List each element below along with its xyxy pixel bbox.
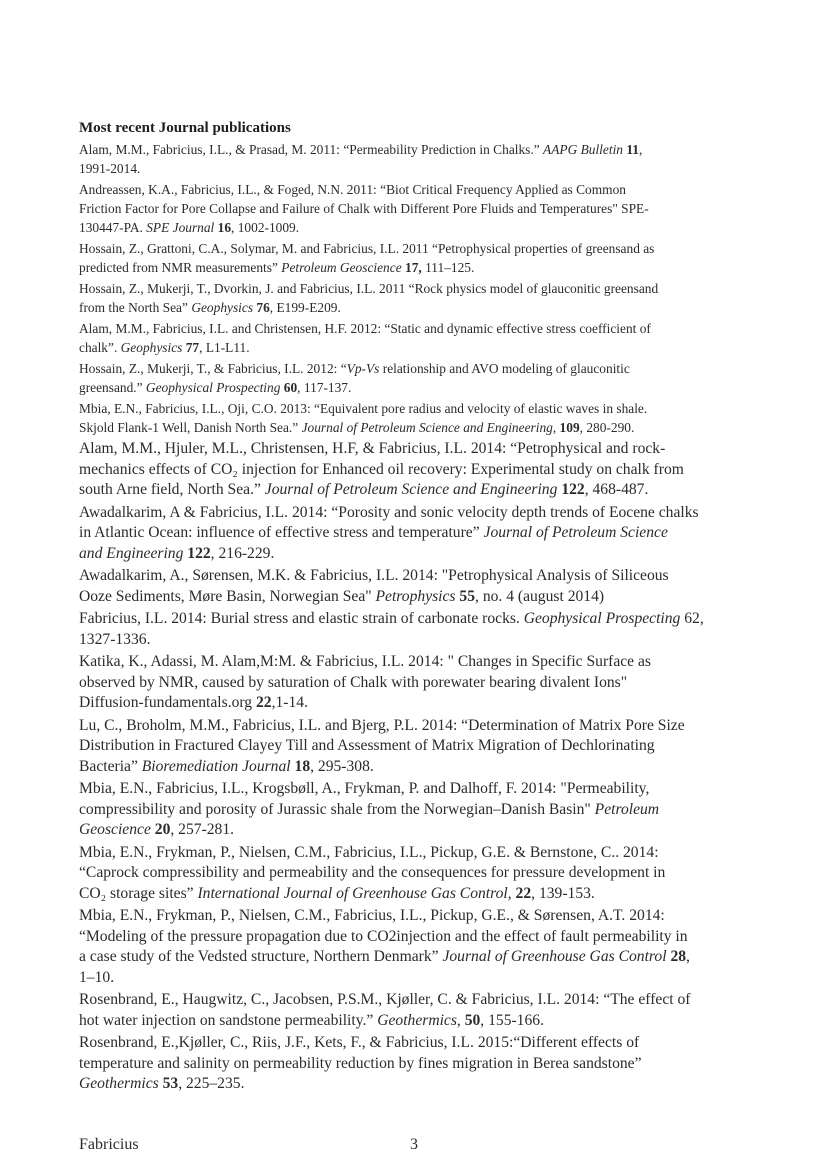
reference-line — [79, 523, 755, 544]
reference-text: Andreassen, K.A., Fabricius, I.L., & Foged, N.N. 2011: “Biot Critical Frequency Applied as Common — [79, 182, 626, 197]
reference-line — [79, 218, 755, 237]
reference-line — [79, 1033, 755, 1054]
journal-title: Geophysics — [120, 340, 183, 355]
reference-text: Hossain, Z., Mukerji, T., Dvorkin, J. and Fabricius, I.L. 2011 “Rock physics model of glauconitic greensand — [79, 281, 659, 296]
reference-text: Hossain, Z., Mukerji, T., & Fabricius, I.L. 2012: “ — [79, 361, 347, 376]
reference-line — [79, 480, 755, 501]
reference-text: Alam, M.M., Hjuler, M.L., Christensen, H.F, & Fabricius, I.L. 2014: “Petrophysical and rock- — [79, 440, 666, 457]
reference-text: , — [456, 1011, 465, 1029]
reference-line — [79, 843, 755, 864]
reference-line — [79, 820, 755, 841]
reference-text: Mbia, E.N., Frykman, P., Nielsen, C.M., Fabricius, I.L., Pickup, G.E. & Bernstone, C.. 2014: — [79, 843, 659, 861]
reference-line — [79, 140, 755, 159]
reference-text: predicted from NMR measurements” — [79, 260, 282, 275]
journal-title: Journal of Petroleum Science and Engineering — [301, 420, 553, 435]
reference-line — [79, 673, 755, 694]
reference-text: a case study of the Vedsted structure, Northern Denmark” — [79, 948, 443, 965]
reference-text: , L1-L11. — [199, 340, 250, 355]
reference-line — [79, 319, 755, 338]
volume-number: 22 — [256, 694, 272, 711]
reference-line — [79, 863, 755, 884]
reference-line — [79, 279, 755, 298]
reference-line — [79, 757, 755, 778]
reference-line — [79, 1074, 755, 1095]
reference-text: , 468-487. — [584, 481, 649, 498]
reference-text: , — [686, 948, 690, 965]
journal-title: Geothermics — [79, 1075, 159, 1092]
reference-line — [79, 990, 755, 1011]
journal-title: Geothermics — [377, 1011, 457, 1029]
reference-entry — [79, 359, 755, 397]
reference-text: greensand.” — [79, 380, 146, 395]
reference-text: Distribution in Fractured Clayey Till and Assessment of Matrix Migration of Dechlorinating — [79, 737, 655, 754]
reference-line — [79, 1011, 755, 1032]
reference-line — [79, 258, 755, 277]
reference-line — [79, 927, 755, 948]
reference-text: from the North Sea” — [79, 300, 192, 315]
reference-entry — [79, 779, 755, 841]
reference-line — [79, 199, 755, 218]
reference-entry — [79, 906, 755, 988]
reference-text: Katika, K., Adassi, M. Alam,M:M. & Fabricius, I.L. 2014: " Changes in Specific Surface as — [79, 653, 651, 670]
volume-number: 122 — [561, 481, 585, 498]
journal-title: Petrophysics — [375, 587, 456, 605]
reference-line — [79, 906, 755, 927]
reference-text: , — [639, 142, 643, 157]
reference-text: relationship and AVO modeling of glauconitic — [379, 361, 630, 376]
reference-text: 111–125. — [421, 260, 475, 275]
reference-text: Awadalkarim, A & Fabricius, I.L. 2014: “Porosity and sonic velocity depth trends of Eocene chalks — [79, 503, 699, 521]
reference-line — [79, 298, 755, 317]
reference-line — [79, 159, 755, 178]
reference-line — [79, 378, 755, 397]
volume-number: 53 — [162, 1075, 179, 1092]
page-number: 3 — [410, 1136, 418, 1153]
volume-number: 16 — [217, 220, 232, 235]
reference-entry — [79, 180, 755, 237]
volume-number: 109 — [559, 420, 580, 435]
reference-line — [79, 239, 755, 258]
volume-number: 50 — [464, 1011, 481, 1029]
footer-author: Fabricius — [79, 1136, 139, 1153]
journal-title: Geoscience — [79, 821, 151, 838]
reference-text: , 155-166. — [480, 1011, 544, 1029]
volume-number: 18 — [294, 757, 311, 775]
reference-text: “Caprock compressibility and permeability and the consequences for pressure development in — [79, 864, 666, 881]
volume-number: 76 — [256, 300, 270, 315]
reference-text: hot water injection on sandstone permeability.” — [79, 1011, 378, 1029]
reference-line — [79, 947, 755, 968]
reference-line — [79, 800, 755, 821]
journal-title: International Journal of Greenhouse Gas Control — [197, 884, 508, 902]
section-heading: Most recent Journal publications — [79, 120, 291, 136]
reference-text: compressibility and porosity of Jurassic shale from the Norwegian–Danish Basin" — [79, 800, 595, 818]
reference-text: Friction Factor for Pore Collapse and Failure of Chalk with Different Pore Fluids and Temperatures" SPE- — [79, 201, 649, 216]
journal-title: Geophysical Prospecting — [145, 380, 281, 395]
reference-text: Rosenbrand, E.,Kjøller, C., Riis, J.F., Kets, F., & Fabricius, I.L. 2015:“Different effects of — [79, 1034, 640, 1051]
journal-title: Petroleum Geoscience — [281, 260, 402, 275]
reference-line — [79, 1054, 755, 1075]
reference-text: temperature and salinity on permeability reduction by fines migration in Berea sandstone” — [79, 1054, 642, 1072]
reference-entry — [79, 1033, 755, 1095]
reference-text: Ooze Sediments, Møre Basin, Norwegian Sea" — [79, 587, 376, 605]
reference-line — [79, 779, 755, 800]
reference-line — [79, 736, 755, 757]
journal-title: Geophysical Prospecting — [523, 610, 681, 627]
journal-title: Journal of Petroleum Science and Engineering — [264, 481, 558, 498]
reference-entry — [79, 843, 755, 905]
reference-line — [79, 503, 755, 524]
reference-entry — [79, 990, 755, 1031]
reference-text: 62, — [680, 610, 704, 627]
reference-line — [79, 968, 755, 989]
reference-text: , 295-308. — [310, 757, 374, 775]
reference-text: ,1-14. — [271, 694, 308, 711]
reference-text: observed by NMR, caused by saturation of Chalk with porewater bearing divalent Ions" — [79, 673, 628, 691]
reference-line — [79, 180, 755, 199]
reference-entry — [79, 609, 755, 650]
reference-entry — [79, 239, 755, 277]
reference-line — [79, 884, 755, 905]
journal-title: Journal of Petroleum Science — [483, 524, 668, 541]
journal-title: and Engineering — [79, 544, 184, 562]
reference-line — [79, 630, 755, 651]
reference-text: Mbia, E.N., Frykman, P., Nielsen, C.M., Fabricius, I.L., Pickup, G.E., & Sørensen, A.T. 2014: — [79, 907, 665, 924]
reference-list — [79, 140, 755, 1097]
journal-title: Petroleum — [594, 800, 660, 818]
reference-text: chalk”. — [79, 340, 121, 355]
journal-title: Geophysics — [191, 300, 254, 315]
reference-text: , 280-290. — [579, 420, 635, 435]
reference-entry — [79, 503, 755, 565]
reference-line — [79, 566, 755, 587]
reference-line — [79, 587, 755, 608]
reference-line — [79, 399, 755, 418]
reference-text: , 216-229. — [210, 544, 275, 562]
volume-number: 22 — [515, 884, 532, 902]
reference-text: Lu, C., Broholm, M.M., Fabricius, I.L. and Bjerg, P.L. 2014: “Determination of Matrix Pore Size — [79, 716, 685, 734]
reference-line — [79, 359, 755, 378]
reference-text: , 139-153. — [531, 884, 595, 902]
reference-entry — [79, 439, 755, 501]
reference-text: Awadalkarim, A., Sørensen, M.K. & Fabricius, I.L. 2014: "Petrophysical Analysis of Siliceous — [79, 567, 669, 584]
reference-text: south Arne field, North Sea.” — [79, 481, 265, 498]
reference-text: “Modeling of the pressure propagation due to CO2injection and the effect of fault permeability in — [79, 927, 688, 945]
journal-title: Journal of Greenhouse Gas Control — [442, 948, 667, 965]
reference-text: CO₂ storage sites” — [79, 884, 198, 902]
reference-line — [79, 693, 755, 714]
reference-text: Skjold Flank-1 Well, Danish North Sea.” — [79, 420, 302, 435]
reference-text: , 1002-1009. — [231, 220, 300, 235]
reference-line — [79, 652, 755, 673]
reference-line — [79, 460, 755, 481]
volume-number: 77 — [185, 340, 200, 355]
reference-text: Diffusion-fundamentals.org — [79, 694, 256, 711]
reference-text: Bacteria” — [79, 757, 142, 775]
reference-text: Alam, M.M., Fabricius, I.L., & Prasad, M. 2011: “Permeability Prediction in Chalks.” — [79, 142, 544, 157]
reference-entry — [79, 566, 755, 607]
reference-text: Hossain, Z., Grattoni, C.A., Solymar, M. and Fabricius, I.L. 2011 “Petrophysical properties of greensand as — [79, 241, 655, 256]
reference-entry — [79, 399, 755, 437]
volume-number: 20 — [154, 821, 171, 838]
reference-line — [79, 716, 755, 737]
reference-text: mechanics effects of CO₂ injection for Enhanced oil recovery: Experimental study on chalk from — [79, 460, 684, 478]
reference-text: Mbia, E.N., Fabricius, I.L., Krogsbøll, A., Frykman, P. and Dalhoff, F. 2014: "Permeability, — [79, 780, 650, 797]
reference-text: 1–10. — [79, 968, 115, 986]
reference-entry — [79, 140, 755, 178]
volume-number: 28 — [670, 948, 687, 965]
reference-text: , — [552, 420, 560, 435]
reference-line — [79, 439, 755, 460]
journal-title: Vp-Vs — [346, 361, 380, 376]
reference-entry — [79, 279, 755, 317]
reference-line — [79, 338, 755, 357]
reference-text: Rosenbrand, E., Haugwitz, C., Jacobsen, P.S.M., Kjøller, C. & Fabricius, I.L. 2014: “The effect of — [79, 991, 691, 1008]
reference-text: , E199-E209. — [269, 300, 341, 315]
reference-text: , 225–235. — [178, 1075, 245, 1092]
reference-entry — [79, 319, 755, 357]
reference-line — [79, 609, 755, 630]
volume-number: 17, — [405, 260, 422, 275]
reference-line — [79, 418, 755, 437]
journal-title: Bioremediation Journal — [141, 757, 291, 775]
volume-number: 122 — [187, 544, 211, 562]
reference-text: 1327-1336. — [79, 630, 151, 648]
volume-number: 11 — [626, 142, 639, 157]
volume-number: 55 — [459, 587, 476, 605]
reference-text: Alam, M.M., Fabricius, I.L. and Christensen, H.F. 2012: “Static and dynamic effective stress coefficient of — [79, 321, 651, 336]
reference-text: in Atlantic Ocean: influence of effective stress and temperature” — [79, 524, 484, 541]
reference-text: , 117-137. — [297, 380, 352, 395]
reference-text: , 257-281. — [170, 821, 235, 838]
reference-entry — [79, 652, 755, 714]
reference-line — [79, 544, 755, 565]
journal-title: SPE Journal — [146, 220, 215, 235]
volume-number: 60 — [283, 380, 298, 395]
reference-text: 130447-PA. — [79, 220, 147, 235]
reference-text: , no. 4 (august 2014) — [475, 587, 605, 605]
reference-text: Fabricius, I.L. 2014: Burial stress and elastic strain of carbonate rocks. — [79, 610, 524, 627]
reference-text: , — [507, 884, 516, 902]
reference-entry — [79, 716, 755, 778]
reference-text: 1991-2014. — [79, 161, 141, 176]
journal-title: AAPG Bulletin — [543, 142, 623, 157]
reference-text: Mbia, E.N., Fabricius, I.L., Oji, C.O. 2013: “Equivalent pore radius and velocity of elastic waves in shale. — [79, 401, 648, 416]
